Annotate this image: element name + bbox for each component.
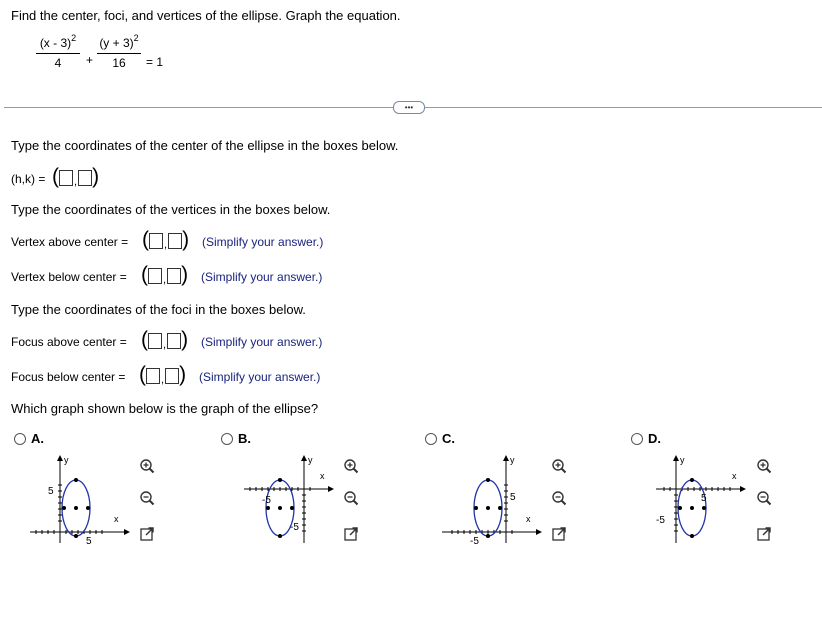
option-a-radio[interactable]: [14, 433, 26, 445]
vertex-below-hint: (Simplify your answer.): [201, 270, 323, 284]
vertex-above-answer-group: ( , ): [142, 228, 190, 251]
comma: ,: [74, 176, 78, 188]
option-c-center: [486, 506, 490, 510]
option-c-label: C.: [442, 431, 455, 446]
option-b-label: B.: [238, 431, 251, 446]
option-b-y-arrow: [301, 455, 307, 461]
option-a-vertex-top: [74, 478, 78, 482]
fraction-y-numerator: (y + 3): [99, 36, 134, 50]
option-c-y-arrow: [503, 455, 509, 461]
option-a-zoom-out-icon[interactable]: [139, 490, 155, 506]
option-c-zoom-in-icon[interactable]: [551, 458, 567, 474]
expand-button[interactable]: •••: [393, 101, 425, 114]
focus-above-hint: (Simplify your answer.): [201, 335, 323, 349]
option-d-tick-a: -5: [656, 515, 665, 526]
option-a-x-label: x: [114, 514, 119, 524]
option-c-tick-b: -5: [470, 536, 479, 545]
option-d-tick-b: 5: [701, 493, 707, 504]
option-d-x-arrow: [740, 486, 746, 492]
option-c-vertex-bottom: [486, 534, 490, 538]
fraction-x-denominator: 4: [54, 56, 62, 70]
option-b-covertex-right: [290, 506, 294, 510]
option-d-y-label: y: [680, 455, 685, 465]
option-b-enlarge-icon[interactable]: [343, 526, 359, 542]
graph-question: Which graph shown below is the graph of the ellipse?: [11, 401, 319, 416]
option-c-zoom-out-icon[interactable]: [551, 490, 567, 506]
option-a-radio-group[interactable]: [14, 431, 44, 446]
option-b-y-label: y: [308, 455, 313, 465]
option-d-vertex-bottom: [690, 534, 694, 538]
option-c-covertex-right: [498, 506, 502, 510]
fraction-y: [97, 33, 141, 70]
option-a-graph: [28, 453, 138, 545]
option-c-covertex-left: [474, 506, 478, 510]
option-a-covertex-left: [62, 506, 66, 510]
center-answer-group: [52, 165, 100, 188]
plus-sign: +: [86, 53, 94, 67]
fraction-x-exponent: 2: [71, 33, 77, 43]
option-b-center: [278, 506, 282, 510]
fraction-x: [36, 33, 80, 70]
option-b-tick-a: -5: [262, 495, 271, 506]
option-a-enlarge-icon[interactable]: [139, 526, 155, 542]
vertices-instruction: Type the coordinates of the vertices in the boxes below.: [11, 202, 331, 217]
option-b-tick-b: -5: [290, 522, 299, 533]
option-a-y-arrow: [57, 455, 63, 461]
option-d-vertex-top: [690, 478, 694, 482]
vertex-below-answer-group: ( , ): [141, 263, 189, 286]
center-h-input[interactable]: [59, 170, 73, 186]
focus-below-y-input[interactable]: [165, 368, 179, 384]
focus-above-x-input[interactable]: [148, 333, 162, 349]
center-instruction: Type the coordinates of the center of the ellipse in the boxes below.: [11, 138, 399, 153]
vertex-above-y-input[interactable]: [168, 233, 182, 249]
option-d-enlarge-icon[interactable]: [756, 526, 772, 542]
option-b-zoom-in-icon[interactable]: [343, 458, 359, 474]
option-c-vertex-top: [486, 478, 490, 482]
focus-below-label: Focus below center =: [11, 370, 126, 384]
option-d-covertex-left: [678, 506, 682, 510]
option-b-covertex-left: [266, 506, 270, 510]
option-a-y-label: y: [64, 455, 69, 465]
option-d-x-label: x: [732, 471, 737, 481]
option-d-graph: [652, 453, 752, 545]
vertex-below-x-input[interactable]: [148, 268, 162, 284]
fraction-y-denominator: 16: [112, 56, 126, 70]
option-b-vertex-top: [278, 478, 282, 482]
option-d-zoom-out-icon[interactable]: [756, 490, 772, 506]
option-b-radio-group[interactable]: [221, 431, 251, 446]
option-b-graph: [240, 453, 340, 545]
close-paren: ): [92, 165, 100, 188]
vertex-above-label: Vertex above center =: [11, 235, 129, 249]
option-b-vertex-bottom: [278, 534, 282, 538]
vertex-above-x-input[interactable]: [149, 233, 163, 249]
option-d-radio-group[interactable]: [631, 431, 661, 446]
focus-below-hint: (Simplify your answer.): [199, 370, 321, 384]
center-k-input[interactable]: [78, 170, 92, 186]
foci-instruction: Type the coordinates of the foci in the boxes below.: [11, 302, 306, 317]
focus-above-label: Focus above center =: [11, 335, 127, 349]
fraction-y-exponent: 2: [133, 33, 139, 43]
option-a-x-arrow: [124, 529, 130, 535]
option-d-label: D.: [648, 431, 661, 446]
question-prompt: Find the center, foci, and vertices of the ellipse. Graph the equation.: [11, 8, 401, 23]
fraction-x-numerator: (x - 3): [39, 36, 72, 50]
option-d-zoom-in-icon[interactable]: [756, 458, 772, 474]
vertex-below-y-input[interactable]: [167, 268, 181, 284]
equation-rhs: = 1: [146, 55, 164, 69]
option-c-graph: [440, 453, 550, 545]
focus-below-x-input[interactable]: [146, 368, 160, 384]
option-b-zoom-out-icon[interactable]: [343, 490, 359, 506]
center-label: (h,k) =: [11, 172, 46, 186]
option-d-covertex-right: [702, 506, 706, 510]
option-b-radio[interactable]: [221, 433, 233, 445]
option-a-tick-b: 5: [86, 536, 92, 545]
option-d-y-arrow: [673, 455, 679, 461]
focus-below-answer-group: ( , ): [139, 363, 187, 386]
option-a-vertex-bottom: [74, 534, 78, 538]
option-c-y-label: y: [510, 455, 515, 465]
option-a-label: A.: [31, 431, 44, 446]
option-a-zoom-in-icon[interactable]: [139, 458, 155, 474]
focus-above-answer-group: ( , ): [141, 328, 189, 351]
option-b-x-arrow: [328, 486, 334, 492]
option-c-radio-group[interactable]: [425, 431, 455, 446]
option-d-center: [690, 506, 694, 510]
open-paren: (: [52, 165, 59, 188]
option-c-tick-a: 5: [510, 492, 516, 503]
option-c-x-arrow: [536, 529, 542, 535]
option-c-enlarge-icon[interactable]: [551, 526, 567, 542]
option-d-radio[interactable]: [631, 433, 643, 445]
option-a-tick-a: 5: [48, 486, 54, 497]
focus-above-y-input[interactable]: [167, 333, 181, 349]
vertex-above-hint: (Simplify your answer.): [202, 235, 324, 249]
option-c-radio[interactable]: [425, 433, 437, 445]
option-a-center: [74, 506, 78, 510]
vertex-below-label: Vertex below center =: [11, 270, 127, 284]
option-a-covertex-right: [86, 506, 90, 510]
option-c-x-label: x: [526, 514, 531, 524]
option-b-x-label: x: [320, 471, 325, 481]
